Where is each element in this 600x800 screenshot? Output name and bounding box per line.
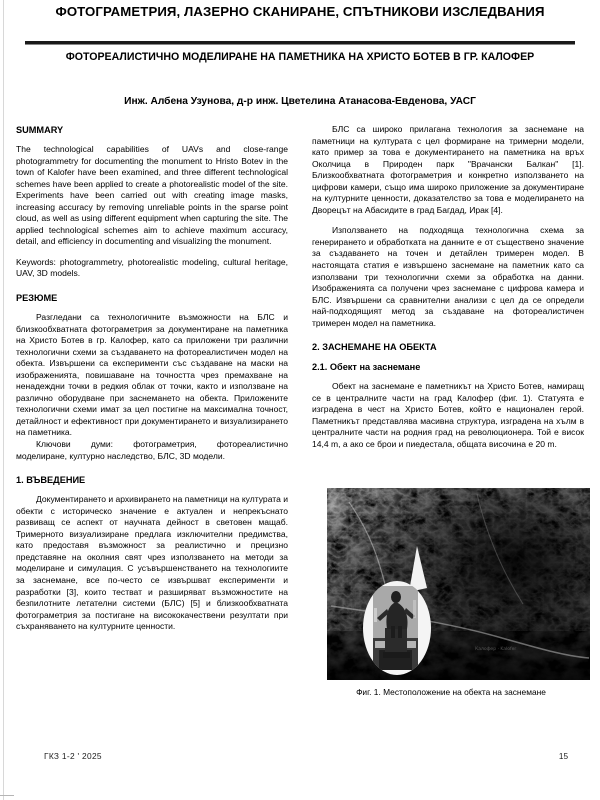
svg-text:Калофер · Kalofer: Калофер · Kalofer <box>475 647 517 652</box>
right-paragraph-2: Използването на подходяща технологична схема за генерирането и обработката на данните е от съществено значение за създаването на точен и детайлен тримерен модел. В настоящата статия е извършено заснемане на паметник като са използвани три технологични схеми за обработка на данни. Изображенията са получени чрез заснемане с цифрова камера и БЛС. Извършени са сравнителни анализи с цел да се определи най-подходящият метод за създаване на фотореалистичен тримерен модел на паметника. <box>312 225 584 328</box>
resume-paragraph: Разгледани са технологичните възможности на БЛС и близкообхватната фотограметрия за документиране на паметника на Христо Ботев в гр. Калофер, като са приложени три различни технологични схеми за създаването на фотореалистичен модел на обекта. Извършени са експерименти със създаване на маски на изображенията, повишаване на точността чрез премахване на ненадеждни точки в редкия облак от точки, както и използване на различно оборудване при заснемането на обекта. Приложените технологични схеми имат за цел постигне на максимална точност, детайлност и ефективност при документирането и визуализирането на паметника. <box>16 312 288 438</box>
footer-journal-issue: ГКЗ 1-2 ' 2025 <box>44 751 102 761</box>
section-heading-capture: 2. ЗАСНЕМАНЕ НА ОБЕКТА <box>312 342 437 353</box>
keywords-bulgarian: Ключови думи: фотограметрия, фотореалистично моделиране, културно наследство, БЛС, 3D модели. <box>16 439 288 461</box>
introduction-heading: 1. ВЪВЕДЕНИЕ <box>16 475 86 486</box>
keywords-english: Keywords: photogrammetry, photorealistic modeling, cultural heritage, UAV, 3D models. <box>16 256 288 279</box>
introduction-paragraph: Документирането и архивирането на паметници на културата и обекти с историческо значение е актуален и непрекъснато развиващ се аспект от научната дейност в световен мащаб. Тримерното визуализиране предлага изключителни предимства, като предоставя възможност за реалистично и прецизно представяне на околния свят чрез използването на методи за моделиране и симулация. С усъвършенстването на технологиите за заснемане, все по-често се извършват експерименти и разработки [3], които тестват и разширяват възможностите на безпилотните летателни системи (БЛС) [5] и близкообхватната фотограметрия за постигане на висококачествени резултати при съхраняването на културните ценности. <box>16 494 288 632</box>
figure-1-image <box>327 488 590 680</box>
subsection-heading-object: 2.1. Обект на заснемане <box>312 362 421 373</box>
aerial-satellite-photo-graphic <box>327 488 590 680</box>
right-paragraph-3: Обект на заснемане е паметникът на Христо Ботев, намиращ се в централните части на град Калофер (фиг. 1). Статуята е изградена в чест на Христо Ботев, който е национален герой. Паметникът представлява масивна структура, изградена на хълм в централните части на родния град на революционера. Той е висок 14,4 m, а ако се брои и пиедестала, общата височина е 20 m. <box>312 381 584 450</box>
resume-heading: РЕЗЮМЕ <box>16 293 58 304</box>
left-column <box>16 124 288 642</box>
page-title: ФОТОРЕАЛИСТИЧНО МОДЕЛИРАНЕ НА ПАМЕТНИКА НА ХРИСТО БОТЕВ В ГР. КАЛОФЕР <box>65 51 535 63</box>
figure-1 <box>327 488 590 680</box>
footer-page-number: 15 <box>558 752 568 761</box>
summary-heading: SUMMARY <box>16 125 64 135</box>
header-divider-rule <box>25 41 575 44</box>
right-column <box>312 124 584 460</box>
authors-line: Инж. Албена Узунова, д-р инж. Цветелина Атанасова-Евденова, УАСГ <box>124 96 476 107</box>
right-paragraph-1: БЛС са широко прилагана технология за заснемане на паметници на културата с цел формиране на тримерни модели, като пример за това е документирането на паметника на връх Околчица в Природен парк "Врачански Балкан" [1]. Близкообхватната фотограметрия и конкретно използването на цифрови камери, също има широко приложение за документиране на културните ценности, доказателство за това е моделирането на Дворецът на Абасидите в град Багдад, Ирак [4]. <box>312 124 584 215</box>
summary-paragraph: The technological capabilities of UAVs and close-range photogrammetry for documenting the monument to Hristo Botev in the town of Kalofer have been examined, and three different technological schemes have been applied to create a photorealistic model of the site. Experiments have been carried out with creating image masks, increasing accuracy by removing unreliable points in the sparse point cloud, as well as using different equipment when capturing the site. The applied technological schemes aim to achieve maximum accuracy, detail, and efficiency in documenting and visualizing the monument. <box>16 144 288 247</box>
journal-section-header: ФОТОГРАМЕТРИЯ, ЛАЗЕРНО СКАНИРАНЕ, СПЪТНИКОВИ ИЗСЛЕДВАНИЯ <box>55 4 545 19</box>
figure-1-caption: Фиг. 1. Местоположение на обекта на заснемане <box>356 687 546 697</box>
